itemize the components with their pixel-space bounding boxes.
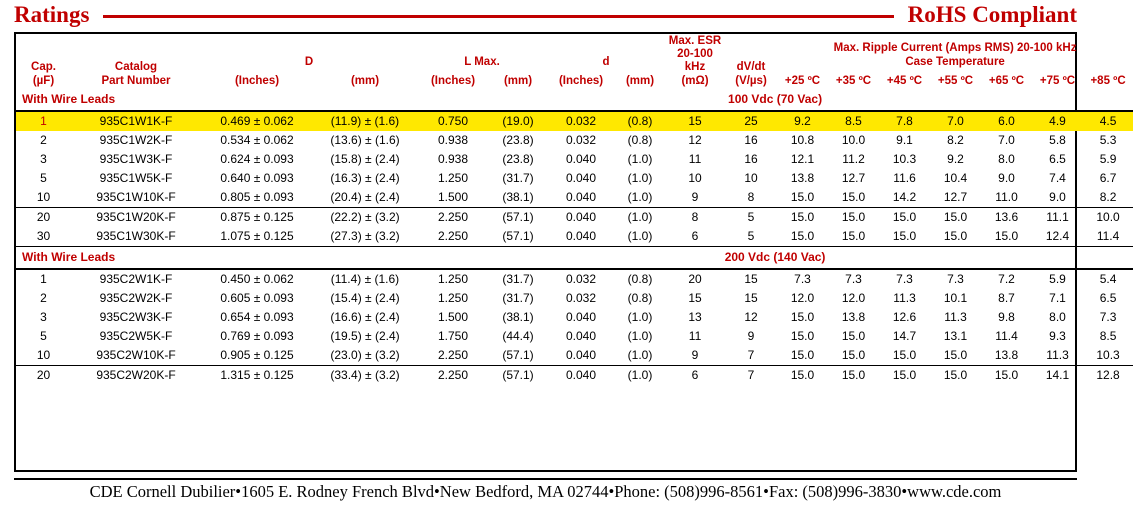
cell-capacitance: 20 [36, 367, 51, 382]
cell-ripple-current: 15.0 [892, 367, 917, 382]
cell-dvdt: 15 [744, 271, 758, 286]
cell-ripple-current: 6.5 [1049, 151, 1066, 166]
col-header-esr: Max. ESR 20-100 kHz (mΩ) [668, 35, 722, 87]
cell-ripple-current: 15.0 [777, 227, 828, 247]
col-header-temp-25: +25 ºC [784, 74, 821, 87]
cell-ripple-current: 12.7 [930, 188, 981, 208]
cell-capacitance: 3 [40, 151, 47, 166]
table-row[interactable] [16, 111, 1133, 131]
cell-ripple-current: 8.5 [1099, 328, 1117, 343]
cell-ripple-current: 14.2 [879, 188, 930, 208]
cell-lead-dia-inches: 0.032 [566, 271, 597, 286]
cell-lead-dia-mm: (1.0) [627, 309, 653, 324]
cell-ripple-current: 8.0 [1049, 309, 1066, 324]
group-voltage-rating: 200 Vdc (140 Vac) [417, 246, 1133, 269]
col-header-temp-85: +85 ºC [1090, 74, 1126, 87]
cell-diameter-mm: (23.0) ± (3.2) [313, 346, 417, 366]
cell-ripple-current: 5.9 [1099, 151, 1117, 166]
cell-lead-dia-inches: 0.040 [566, 367, 597, 382]
cell-ripple-current: 8.7 [998, 290, 1015, 305]
cell-lead-dia-mm: (1.0) [615, 227, 665, 247]
cell-ripple-current: 15.0 [943, 209, 968, 224]
cell-ripple-current: 10.1 [943, 290, 968, 305]
group-voltage-rating: 100 Vdc (70 Vac) [728, 91, 823, 106]
cell-ripple-current: 15.0 [777, 188, 828, 208]
col-header-d-group: D [304, 55, 314, 68]
cell-catalog-part-number: 935C1W20K-F [96, 209, 176, 224]
cell-lead-dia-inches: 0.040 [547, 227, 615, 247]
cell-length-inches: 1.250 [437, 290, 469, 305]
cell-length-inches: 2.250 [417, 346, 489, 366]
cell-ripple-current: 9.0 [1032, 188, 1083, 208]
cell-catalog-part-number: 935C2W10K-F [71, 346, 201, 366]
footer-contact-info: CDE Cornell Dubilier•1605 E. Rodney French Blvd•New Bedford, MA 02744•Phone: (508)996-8561•Fax: (508)996-3830•www.cde.com [89, 482, 1002, 501]
table-row[interactable] [16, 327, 1133, 346]
cell-diameter-mm: (15.8) ± (2.4) [330, 151, 400, 166]
cell-catalog-part-number: 935C1W2K-F [99, 132, 173, 147]
cell-ripple-current: 6.0 [981, 111, 1032, 131]
cell-dvdt: 8 [725, 188, 777, 208]
cell-catalog-part-number: 935C1W30K-F [71, 227, 201, 247]
table-group-header [16, 89, 1133, 111]
cell-ripple-current: 12.1 [790, 151, 815, 166]
cell-lead-dia-inches: 0.040 [566, 328, 597, 343]
cell-ripple-current: 11.4 [995, 328, 1018, 343]
cell-ripple-current: 14.1 [1045, 367, 1070, 382]
cell-ripple-current: 13.8 [981, 346, 1032, 366]
col-header-d-inches: (Inches) [234, 74, 280, 87]
cell-length-mm: (57.1) [489, 346, 547, 366]
cell-capacitance: 2 [40, 132, 47, 147]
cell-ripple-current: 13.8 [841, 309, 866, 324]
cell-lead-dia-inches: 0.032 [566, 290, 597, 305]
table-header [16, 34, 1133, 89]
table-row[interactable] [16, 150, 1133, 169]
cell-max-esr: 11 [688, 151, 702, 166]
cell-lead-dia-inches: 0.040 [566, 170, 597, 185]
cell-length-mm: (31.7) [502, 271, 534, 286]
cell-ripple-current: 15.0 [943, 367, 968, 382]
footer-divider [14, 478, 1077, 480]
table-row[interactable] [16, 346, 1133, 366]
ratings-table [16, 34, 1133, 385]
cell-diameter-inches: 0.805 ± 0.093 [201, 188, 313, 208]
table-row[interactable] [16, 289, 1133, 308]
cell-lead-dia-mm: (1.0) [627, 209, 653, 224]
cell-ripple-current: 15.0 [828, 188, 879, 208]
cell-ripple-current: 12.4 [1032, 227, 1083, 247]
cell-length-inches: 2.250 [437, 209, 469, 224]
cell-diameter-mm: (27.3) ± (3.2) [313, 227, 417, 247]
cell-ripple-current: 15.0 [790, 367, 815, 382]
group-label: With Wire Leads [16, 246, 417, 269]
cell-diameter-mm: (13.6) ± (1.6) [330, 132, 400, 147]
cell-max-esr: 13 [688, 309, 702, 324]
cell-diameter-inches: 0.450 ± 0.062 [220, 271, 294, 286]
cell-lead-dia-mm: (0.8) [627, 271, 653, 286]
cell-diameter-inches: 0.875 ± 0.125 [220, 209, 294, 224]
cell-ripple-current: 7.4 [1049, 170, 1066, 185]
cell-lead-dia-inches: 0.040 [566, 209, 597, 224]
cell-ripple-current: 10.3 [892, 151, 917, 166]
cell-dvdt: 5 [725, 227, 777, 247]
cell-ripple-current: 11.2 [842, 151, 865, 166]
cell-ripple-current: 8.5 [828, 111, 879, 131]
cell-ripple-current: 12.0 [841, 290, 866, 305]
cell-ripple-current: 5.9 [1049, 271, 1066, 286]
cell-ripple-current: 10.4 [943, 170, 968, 185]
page-header [14, 0, 1077, 30]
table-row[interactable] [16, 365, 1133, 385]
cell-max-esr: 6 [665, 227, 725, 247]
cell-ripple-current: 9.2 [777, 111, 828, 131]
cell-max-esr: 11 [688, 328, 702, 343]
cell-dvdt: 7 [725, 346, 777, 366]
cell-diameter-inches: 0.534 ± 0.062 [220, 132, 294, 147]
cell-ripple-current: 5.8 [1049, 132, 1066, 147]
cell-diameter-inches: 0.624 ± 0.093 [220, 151, 294, 166]
cell-dvdt: 16 [744, 132, 758, 147]
cell-ripple-current: 7.8 [879, 111, 930, 131]
cell-ripple-current: 9.8 [998, 309, 1015, 324]
cell-diameter-inches: 0.469 ± 0.062 [201, 111, 313, 131]
cell-ripple-current: 11.3 [944, 309, 967, 324]
cell-ripple-current: 10.8 [790, 132, 815, 147]
cell-capacitance: 5 [40, 328, 47, 343]
cell-ripple-current: 7.0 [930, 111, 981, 131]
cell-diameter-mm: (11.9) ± (1.6) [313, 111, 417, 131]
table-row[interactable] [16, 269, 1133, 289]
cell-dvdt: 15 [744, 290, 758, 305]
cell-ripple-current: 12.8 [1096, 367, 1120, 382]
cell-ripple-current: 15.0 [841, 209, 866, 224]
cell-diameter-inches: 0.640 ± 0.093 [220, 170, 294, 185]
cell-catalog-part-number: 935C1W1K-F [71, 111, 201, 131]
cell-ripple-current: 15.0 [777, 346, 828, 366]
cell-diameter-inches: 0.605 ± 0.093 [220, 290, 294, 305]
cell-length-inches: 1.500 [437, 309, 469, 324]
col-header-dvdt: dV/dt (V/µs) [735, 61, 767, 87]
cell-ripple-current: 8.2 [947, 132, 964, 147]
col-header-d-mm: (mm) [350, 74, 380, 87]
cell-ripple-current: 13.8 [790, 170, 815, 185]
cell-capacitance: 1 [16, 111, 71, 131]
col-header-temp-75: +75 ºC [1039, 74, 1076, 87]
table-body [16, 89, 1133, 385]
cell-length-mm: (31.7) [502, 290, 534, 305]
cell-dvdt: 10 [744, 170, 758, 185]
table-group-header [16, 246, 1133, 269]
cell-max-esr: 9 [665, 346, 725, 366]
cell-catalog-part-number: 935C2W3K-F [99, 309, 173, 324]
table-row[interactable] [16, 169, 1133, 188]
table-row[interactable] [16, 188, 1133, 208]
cell-diameter-mm: (20.4) ± (2.4) [313, 188, 417, 208]
cell-ripple-current: 15.0 [828, 227, 879, 247]
cell-catalog-part-number: 935C1W10K-F [71, 188, 201, 208]
cell-ripple-current: 13.1 [943, 328, 968, 343]
cell-ripple-current: 7.1 [1049, 290, 1066, 305]
cell-capacitance: 1 [40, 271, 47, 286]
cell-ripple-current: 15.0 [841, 367, 866, 382]
cell-length-mm: (23.8) [502, 151, 534, 166]
cell-ripple-current: 11.6 [893, 170, 916, 185]
cell-ripple-current: 15.0 [879, 227, 930, 247]
cell-max-esr: 8 [691, 209, 699, 224]
group-label: With Wire Leads [22, 91, 116, 106]
cell-ripple-current: 9.1 [896, 132, 913, 147]
cell-ripple-current: 15.0 [790, 209, 815, 224]
cell-length-inches: 1.250 [437, 170, 469, 185]
cell-ripple-current: 15.0 [828, 346, 879, 366]
cell-catalog-part-number: 935C2W2K-F [99, 290, 173, 305]
cell-lead-dia-inches: 0.040 [547, 188, 615, 208]
cell-dvdt: 16 [744, 151, 758, 166]
cell-lead-dia-mm: (1.0) [615, 346, 665, 366]
cell-ripple-current: 15.0 [790, 309, 815, 324]
cell-max-esr: 10 [688, 170, 702, 185]
cell-length-mm: (38.1) [502, 309, 534, 324]
page-title: Ratings [14, 2, 90, 27]
cell-ripple-current: 12.0 [790, 290, 815, 305]
cell-catalog-part-number: 935C1W3K-F [99, 151, 173, 166]
cell-diameter-mm: (16.6) ± (2.4) [330, 309, 400, 324]
cell-lead-dia-mm: (1.0) [627, 367, 653, 382]
cell-catalog-part-number: 935C1W5K-F [99, 170, 173, 185]
cell-ripple-current: 9.3 [1049, 328, 1066, 343]
cell-ripple-current: 14.7 [892, 328, 917, 343]
cell-diameter-mm: (15.4) ± (2.4) [330, 290, 400, 305]
col-header-dsmall-group: d [602, 55, 610, 68]
table-row[interactable] [16, 227, 1133, 247]
cell-diameter-mm: (33.4) ± (3.2) [330, 367, 400, 382]
cell-lead-dia-inches: 0.032 [566, 132, 597, 147]
cell-max-esr: 12 [688, 132, 702, 147]
cell-ripple-current: 10.0 [841, 132, 866, 147]
cell-ripple-current: 11.3 [893, 290, 916, 305]
cell-lead-dia-inches: 0.040 [566, 151, 597, 166]
col-header-ripple-group: Max. Ripple Current (Amps RMS) 20-100 kHz Case Temperature [833, 42, 1077, 68]
cell-ripple-current: 7.3 [845, 271, 862, 286]
cell-ripple-current: 4.5 [1083, 111, 1133, 131]
cell-ripple-current: 9.0 [998, 170, 1015, 185]
ratings-table-container [14, 32, 1126, 472]
cell-ripple-current: 7.3 [794, 271, 811, 286]
col-header-cap: Cap. (µF) [31, 61, 56, 87]
cell-ripple-current: 5.4 [1099, 271, 1117, 286]
cell-ripple-current: 4.9 [1032, 111, 1083, 131]
cell-diameter-inches: 0.905 ± 0.125 [201, 346, 313, 366]
cell-ripple-current: 6.5 [1099, 290, 1117, 305]
cell-ripple-current: 8.0 [998, 151, 1015, 166]
cell-max-esr: 6 [691, 367, 699, 382]
cell-dvdt: 9 [747, 328, 755, 343]
cell-ripple-current: 15.0 [879, 346, 930, 366]
cell-length-inches: 2.250 [437, 367, 469, 382]
table-row[interactable] [16, 131, 1133, 150]
cell-length-inches: 2.250 [417, 227, 489, 247]
cell-length-mm: (31.7) [502, 170, 534, 185]
cell-catalog-part-number: 935C2W5K-F [99, 328, 173, 343]
cell-length-inches: 0.750 [417, 111, 489, 131]
cell-diameter-inches: 0.654 ± 0.093 [220, 309, 294, 324]
cell-length-inches: 1.250 [437, 271, 469, 286]
cell-ripple-current: 15.0 [790, 328, 815, 343]
cell-diameter-mm: (19.5) ± (2.4) [330, 328, 400, 343]
col-header-dsmall-mm: (mm) [625, 74, 655, 87]
cell-diameter-mm: (22.2) ± (3.2) [330, 209, 400, 224]
cell-ripple-current: 8.2 [1083, 188, 1133, 208]
cell-length-mm: (38.1) [489, 188, 547, 208]
cell-diameter-inches: 1.315 ± 0.125 [220, 367, 294, 382]
cell-length-inches: 0.938 [437, 132, 469, 147]
cell-length-inches: 1.750 [437, 328, 469, 343]
rohs-compliant-label: RoHS Compliant [907, 2, 1077, 27]
cell-lead-dia-mm: (0.8) [627, 132, 653, 147]
cell-lead-dia-inches: 0.040 [547, 346, 615, 366]
header-rule [103, 15, 893, 18]
col-header-temp-55: +55 ºC [937, 74, 974, 87]
cell-ripple-current: 9.2 [947, 151, 964, 166]
cell-max-esr: 15 [665, 111, 725, 131]
col-header-l-group: L Max. [464, 55, 500, 68]
cell-ripple-current: 10.0 [1096, 209, 1120, 224]
cell-capacitance: 10 [16, 346, 71, 366]
cell-length-mm: (57.1) [502, 367, 534, 382]
cell-length-inches: 1.500 [417, 188, 489, 208]
cell-length-inches: 0.938 [437, 151, 469, 166]
cell-diameter-inches: 0.769 ± 0.093 [220, 328, 294, 343]
cell-lead-dia-inches: 0.032 [547, 111, 615, 131]
cell-dvdt: 25 [725, 111, 777, 131]
cell-ripple-current: 7.0 [998, 132, 1015, 147]
cell-ripple-current: 7.3 [947, 271, 964, 286]
cell-dvdt: 12 [744, 309, 758, 324]
cell-ripple-current: 12.7 [841, 170, 866, 185]
cell-length-mm: (57.1) [502, 209, 534, 224]
cell-catalog-part-number: 935C2W1K-F [99, 271, 173, 286]
cell-max-esr: 9 [665, 188, 725, 208]
cell-ripple-current: 11.1 [1046, 209, 1069, 224]
table-row[interactable] [16, 308, 1133, 327]
cell-ripple-current: 7.2 [998, 271, 1015, 286]
cell-ripple-current: 12.6 [892, 309, 917, 324]
cell-diameter-mm: (16.3) ± (2.4) [330, 170, 400, 185]
cell-lead-dia-mm: (1.0) [615, 188, 665, 208]
cell-lead-dia-mm: (0.8) [615, 111, 665, 131]
cell-lead-dia-mm: (1.0) [627, 170, 653, 185]
cell-lead-dia-inches: 0.040 [566, 309, 597, 324]
cell-length-mm: (23.8) [502, 132, 534, 147]
col-header-l-mm: (mm) [503, 74, 533, 87]
cell-capacitance: 2 [40, 290, 47, 305]
cell-diameter-mm: (11.4) ± (1.6) [330, 271, 400, 286]
cell-ripple-current: 5.3 [1099, 132, 1117, 147]
col-header-temp-65: +65 ºC [988, 74, 1025, 87]
cell-length-mm: (19.0) [489, 111, 547, 131]
cell-ripple-current: 15.0 [892, 209, 917, 224]
cell-length-mm: (44.4) [502, 328, 534, 343]
cell-ripple-current: 7.3 [1099, 309, 1117, 324]
cell-ripple-current: 15.0 [841, 328, 866, 343]
cell-dvdt: 5 [747, 209, 755, 224]
cell-lead-dia-mm: (1.0) [627, 151, 653, 166]
cell-max-esr: 15 [688, 290, 702, 305]
cell-ripple-current: 7.3 [896, 271, 913, 286]
cell-ripple-current: 10.3 [1083, 346, 1133, 366]
cell-ripple-current: 15.0 [994, 367, 1019, 382]
cell-ripple-current: 13.6 [994, 209, 1019, 224]
cell-ripple-current: 11.4 [1083, 227, 1133, 247]
cell-length-mm: (57.1) [489, 227, 547, 247]
table-row[interactable] [16, 207, 1133, 227]
header-row-group [16, 34, 1133, 70]
cell-ripple-current: 6.7 [1099, 170, 1117, 185]
cell-capacitance: 30 [16, 227, 71, 247]
cell-ripple-current: 11.3 [1032, 346, 1083, 366]
cell-ripple-current: 15.0 [930, 346, 981, 366]
cell-ripple-current: 11.0 [981, 188, 1032, 208]
col-header-catalog: Catalog Part Number [101, 61, 171, 87]
cell-ripple-current: 15.0 [981, 227, 1032, 247]
cell-lead-dia-mm: (1.0) [627, 328, 653, 343]
col-header-l-inches: (Inches) [430, 74, 476, 87]
cell-capacitance: 3 [40, 309, 47, 324]
col-header-temp-45: +45 ºC [886, 74, 923, 87]
cell-diameter-inches: 1.075 ± 0.125 [201, 227, 313, 247]
cell-catalog-part-number: 935C2W20K-F [96, 367, 176, 382]
cell-max-esr: 20 [688, 271, 702, 286]
cell-capacitance: 20 [36, 209, 51, 224]
cell-lead-dia-mm: (0.8) [627, 290, 653, 305]
cell-ripple-current: 15.0 [930, 227, 981, 247]
cell-dvdt: 7 [747, 367, 755, 382]
col-header-dsmall-inches: (Inches) [558, 74, 604, 87]
cell-capacitance: 10 [16, 188, 71, 208]
col-header-temp-35: +35 ºC [835, 74, 872, 87]
cell-capacitance: 5 [40, 170, 47, 185]
